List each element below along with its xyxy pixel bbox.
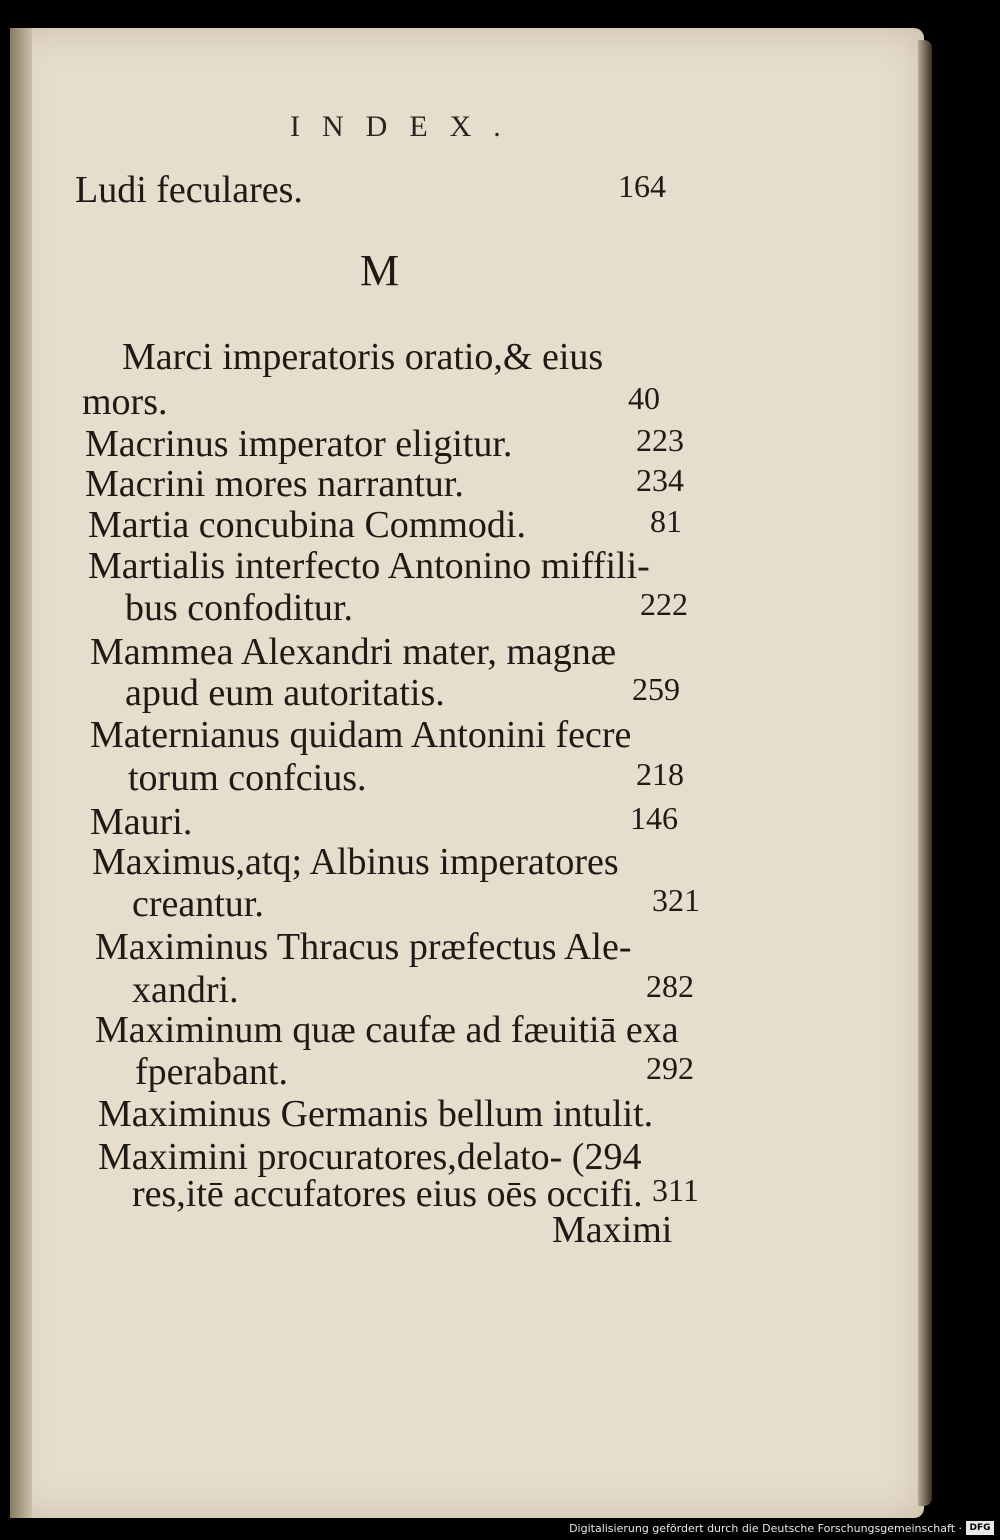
index-entry [0,925,1000,971]
index-entry [0,1172,1000,1218]
entry-label: Martialis interfecto Antonino miffili- [88,545,650,587]
entry-page-ref: 146 [630,800,678,836]
dfg-logo-icon: DFG [966,1521,994,1535]
entry-label: creantur. [132,883,264,925]
entry-page-ref: 282 [646,968,694,1004]
funding-credit: Digitalisierung gefördert durch die Deutsche Forschungsgemeinschaft · [569,1522,962,1535]
index-entry [0,544,1000,590]
index-entry [0,462,1000,508]
index-entry [0,840,1000,886]
index-entry [0,586,1000,632]
entry-page-ref: 223 [636,422,684,458]
entry-label: torum confcius. [128,757,367,799]
footer-bar [0,1518,1000,1540]
entry-label: bus confoditur. [125,587,353,629]
entry-page-ref: 321 [652,882,700,918]
entry-label: Ludi feculares. [75,169,303,211]
entry-page-ref: 259 [632,671,680,707]
catchword: Maximi [552,1209,673,1251]
entry-page-ref: 311 [652,1172,699,1208]
entry-label: Maternianus quidam Antonini fecre [90,714,632,756]
entry-label: Macrini mores narrantur. [85,463,464,505]
index-entry [0,1008,1000,1054]
entry-label: Mammea Alexandri mater, magnæ [90,631,617,673]
index-entry [0,1050,1000,1096]
entry-label: Maximinus Thracus præfectus Ale- [95,926,632,968]
entry-label: mors. [82,381,168,423]
index-entry [0,1092,1000,1138]
section-letter: M [360,246,400,295]
index-entry [0,630,1000,676]
entry-label: Mauri. [90,801,193,843]
entry-label: Marci imperatoris oratio,& eius [122,336,604,378]
index-entry [0,168,1000,214]
entry-label: Maximinus Germanis bellum intulit. [98,1093,654,1135]
entry-label: xandri. [132,969,239,1011]
entry-page-ref: 81 [650,503,682,539]
index-entry [0,713,1000,759]
entry-label: Martia concubina Commodi. [88,504,526,546]
index-entry [0,756,1000,802]
entry-label: res,itē accufatores eius oēs occifi. [132,1173,643,1215]
entry-label: Maximini procuratores,delato- (294 [98,1136,642,1178]
entry-page-ref: 218 [636,756,684,792]
index-entry [0,380,1000,426]
entry-label: Macrinus imperator eligitur. [85,423,513,465]
entry-page-ref: 292 [646,1050,694,1086]
entry-label: Maximus,atq; Albinus imperatores [92,841,619,883]
index-entry [0,882,1000,928]
entry-page-ref: 164 [618,168,666,204]
entry-page-ref: 234 [636,462,684,498]
index-entry [0,503,1000,549]
entry-label: Maximinum quæ caufæ ad fæuitiā exa [95,1009,679,1051]
index-entry [0,335,1000,381]
index-entry [0,671,1000,717]
entry-label: fperabant. [135,1051,288,1093]
running-head: INDEX. [290,110,523,143]
entry-page-ref: 40 [628,380,660,416]
entry-page-ref: 222 [640,586,688,622]
entry-label: apud eum autoritatis. [125,672,445,714]
